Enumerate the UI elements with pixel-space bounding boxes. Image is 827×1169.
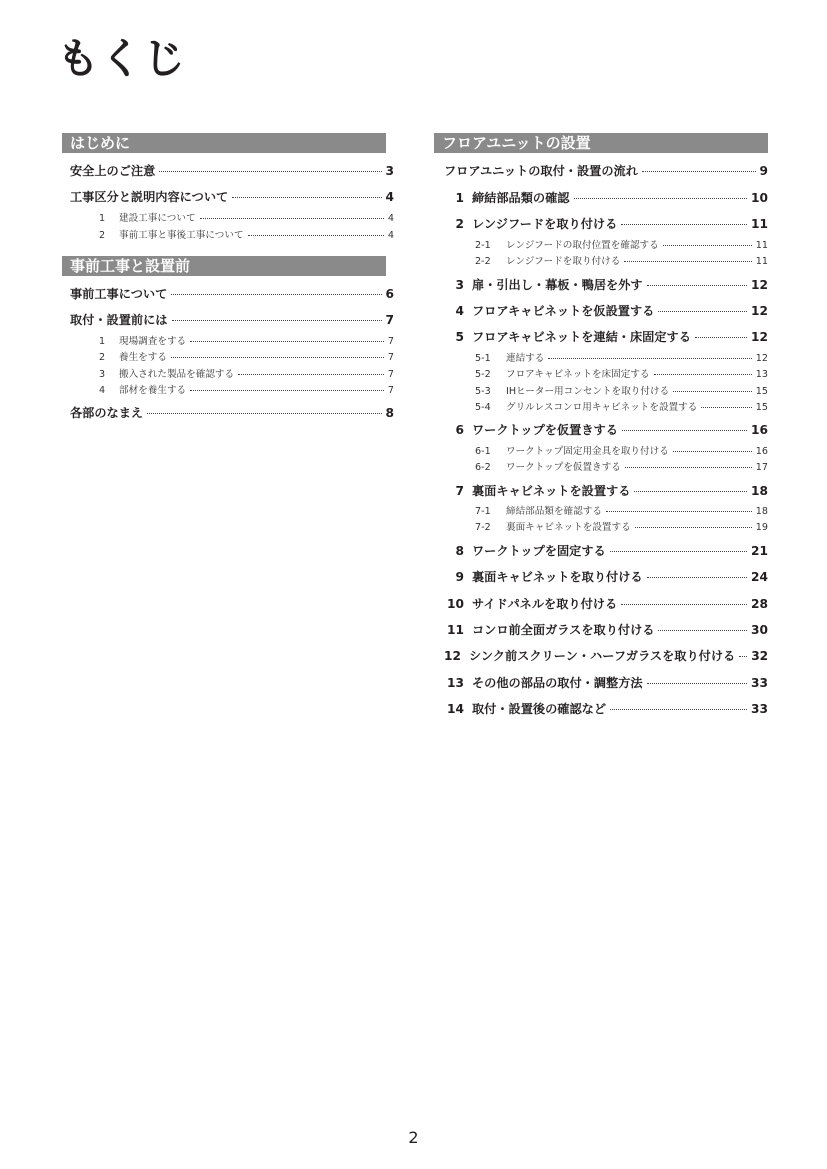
toc-entry-number: 6 <box>455 423 464 437</box>
toc-entry-label: 工事区分と説明内容について <box>70 190 229 204</box>
toc-subentry-number: 2 <box>99 352 106 363</box>
dot-leader <box>673 391 752 392</box>
toc-entry-label: 各部のなまえ <box>70 406 144 420</box>
dot-leader <box>695 337 747 338</box>
toc-subentry-number: 1 <box>99 213 106 224</box>
toc-subentry-label: 建設工事について <box>119 213 196 224</box>
toc-entry[interactable] <box>444 568 768 585</box>
toc-subentry[interactable] <box>475 503 768 517</box>
toc-subentry-label: ワークトップ固定用金具を取り付ける <box>506 446 669 457</box>
dot-leader <box>654 374 752 375</box>
toc-subentry-label: 搬入された製品を確認する <box>119 369 235 380</box>
toc-entry-label: 安全上のご注意 <box>70 164 156 178</box>
toc-subentry-number: 7-1 <box>475 506 491 517</box>
dot-leader <box>190 390 384 391</box>
toc-entry[interactable] <box>70 162 394 179</box>
dot-leader <box>190 341 384 342</box>
toc-entry-page: 4 <box>385 190 394 204</box>
toc-subentry-page: 11 <box>755 240 768 251</box>
toc-entry-label: 取付・設置前には <box>70 313 168 327</box>
toc-subentry-page: 18 <box>755 506 768 517</box>
toc-subentry[interactable] <box>475 350 768 364</box>
toc-subentry-label: フロアキャビネットを床固定する <box>506 369 650 380</box>
toc-subentry-page: 4 <box>387 213 394 224</box>
toc-subentry[interactable] <box>475 459 768 473</box>
toc-subentry-page: 15 <box>755 402 768 413</box>
dot-leader <box>610 551 747 552</box>
toc-subentry-label: 養生をする <box>119 352 167 363</box>
toc-entry-number: 8 <box>455 544 464 558</box>
dot-leader <box>147 413 381 414</box>
toc-entry-number: 13 <box>447 676 464 690</box>
toc-subentry[interactable] <box>475 399 768 413</box>
toc-subentry-number: 7-2 <box>475 522 491 533</box>
toc-entry[interactable] <box>444 647 768 664</box>
dot-leader <box>159 171 381 172</box>
toc-entry-page: 12 <box>751 330 768 344</box>
toc-entry-number: 14 <box>447 702 464 716</box>
toc-entry-page: 30 <box>751 623 768 637</box>
toc-subentry-label: グリルレスコンロ用キャビネットを設置する <box>506 402 698 413</box>
dot-leader <box>622 430 747 431</box>
toc-entry-page: 7 <box>385 313 394 327</box>
toc-subentry-number: 2-1 <box>475 240 491 251</box>
toc-entry[interactable] <box>444 700 768 717</box>
toc-subentry-label: レンジフードの取付位置を確認する <box>506 240 659 251</box>
dot-leader <box>673 451 752 452</box>
toc-entry-page: 12 <box>751 278 768 292</box>
toc-entry-page: 28 <box>751 597 768 611</box>
dot-leader <box>647 683 747 684</box>
dot-leader <box>610 709 747 710</box>
toc-entry-label: 裏面キャビネットを取り付ける <box>472 570 643 584</box>
dot-leader <box>624 261 751 262</box>
toc-subentry[interactable] <box>99 366 394 380</box>
toc-entry[interactable] <box>444 276 768 293</box>
toc-subentry-page: 16 <box>755 446 768 457</box>
toc-entry-page: 24 <box>751 570 768 584</box>
toc-entry[interactable] <box>70 188 394 205</box>
page-title: もくじ <box>57 34 187 83</box>
toc-subentry-page: 15 <box>755 386 768 397</box>
toc-subentry[interactable] <box>475 443 768 457</box>
dot-leader <box>701 407 751 408</box>
toc-entry[interactable] <box>444 162 768 179</box>
section-heading: フロアユニットの設置 <box>434 133 768 153</box>
toc-entry-label: シンク前スクリーン・ハーフガラスを取り付ける <box>468 649 736 663</box>
toc-subentry[interactable] <box>475 383 768 397</box>
toc-subentry-page: 4 <box>387 230 394 241</box>
dot-leader <box>635 527 752 528</box>
toc-entry-page: 12 <box>751 304 768 318</box>
toc-entry-label: 裏面キャビネットを設置する <box>472 484 631 498</box>
toc-subentry[interactable] <box>99 349 394 363</box>
toc-subentry-number: 6-2 <box>475 462 491 473</box>
toc-subentry[interactable] <box>99 333 394 347</box>
toc-entry-label: 取付・設置後の確認など <box>472 702 607 716</box>
toc-entry-label: 締結部品類の確認 <box>472 191 570 205</box>
toc-subentry-number: 4 <box>99 385 106 396</box>
toc-entry[interactable] <box>70 285 394 302</box>
section-heading: 事前工事と設置前 <box>62 256 386 276</box>
toc-entry-page: 10 <box>751 191 768 205</box>
dot-leader <box>574 198 748 199</box>
toc-entry-label: コンロ前全面ガラスを取り付ける <box>472 623 655 637</box>
toc-entry-number: 1 <box>455 191 464 205</box>
toc-subentry-page: 17 <box>755 462 768 473</box>
toc-subentry-number: 5-1 <box>475 353 491 364</box>
toc-entry-number: 9 <box>455 570 464 584</box>
toc-subentry-number: 3 <box>99 369 106 380</box>
toc-entry-number: 11 <box>447 623 464 637</box>
toc-subentry-label: IHヒーター用コンセントを取り付ける <box>506 386 670 397</box>
toc-subentry-number: 1 <box>99 336 106 347</box>
dot-leader <box>658 630 747 631</box>
toc-entry-page: 18 <box>751 484 768 498</box>
toc-entry-number: 12 <box>444 649 461 663</box>
toc-entry-number: 7 <box>455 484 464 498</box>
toc-subentry[interactable] <box>475 366 768 380</box>
toc-entry[interactable] <box>444 482 768 499</box>
dot-leader <box>625 467 752 468</box>
toc-entry-page: 33 <box>751 676 768 690</box>
toc-subentry-page: 19 <box>755 522 768 533</box>
dot-leader <box>663 245 752 246</box>
toc-entry-label: サイドパネルを取り付ける <box>472 597 618 611</box>
toc-subentry-label: 部材を養生する <box>119 385 187 396</box>
toc-subentry-number: 6-1 <box>475 446 491 457</box>
toc-subentry-page: 7 <box>387 352 394 363</box>
dot-leader <box>642 171 756 172</box>
dot-leader <box>739 656 747 657</box>
section-heading: はじめに <box>62 133 386 153</box>
dot-leader <box>606 511 752 512</box>
toc-entry-page: 32 <box>751 649 769 663</box>
toc-entry[interactable] <box>70 404 394 421</box>
dot-leader <box>634 491 747 492</box>
toc-subentry-page: 7 <box>387 336 394 347</box>
toc-subentry[interactable] <box>99 227 394 241</box>
toc-entry-page: 33 <box>751 702 768 716</box>
page-number: 2 <box>408 1128 419 1147</box>
toc-subentry-label: ワークトップを仮置きする <box>506 462 621 473</box>
toc-entry-label: フロアユニットの取付・設置の流れ <box>444 164 638 178</box>
toc-subentry-number: 2-2 <box>475 256 491 267</box>
toc-entry-label: ワークトップを仮置きする <box>472 423 618 437</box>
toc-subentry-label: レンジフードを取り付ける <box>506 256 621 267</box>
toc-entry-page: 16 <box>751 423 768 437</box>
toc-subentry-label: 連結する <box>506 353 545 364</box>
toc-entry[interactable] <box>444 189 768 206</box>
toc-entry-page: 9 <box>759 164 768 178</box>
toc-entry[interactable] <box>444 421 768 438</box>
toc-subentry-label: 締結部品類を確認する <box>506 506 602 517</box>
dot-leader <box>238 374 384 375</box>
toc-subentry-page: 7 <box>387 369 394 380</box>
toc-entry[interactable] <box>444 328 768 345</box>
dot-leader <box>658 311 747 312</box>
toc-entry-page: 6 <box>385 287 394 301</box>
dot-leader <box>232 197 381 198</box>
toc-subentry[interactable] <box>99 382 394 396</box>
toc-entry-number: 4 <box>455 304 464 318</box>
toc-entry-label: レンジフードを取り付ける <box>472 217 618 231</box>
toc-entry-page: 8 <box>385 406 394 420</box>
dot-leader <box>548 358 751 359</box>
toc-subentry-page: 11 <box>755 256 768 267</box>
toc-entry-label: フロアキャビネットを連結・床固定する <box>472 330 691 344</box>
toc-entry-number: 5 <box>455 330 464 344</box>
toc-entry-number: 2 <box>455 217 464 231</box>
dot-leader <box>172 320 382 321</box>
toc-subentry[interactable] <box>99 210 394 224</box>
toc-subentry-number: 5-2 <box>475 369 491 380</box>
toc-entry[interactable] <box>70 311 394 328</box>
toc-entry[interactable] <box>444 542 768 559</box>
toc-subentry-label: 事前工事と事後工事について <box>119 230 244 241</box>
toc-subentry-label: 裏面キャビネットを設置する <box>506 522 631 533</box>
dot-leader <box>171 294 381 295</box>
toc-entry[interactable] <box>444 621 768 638</box>
toc-subentry-page: 7 <box>387 385 394 396</box>
toc-entry-page: 11 <box>751 217 768 231</box>
toc-entry-label: 事前工事について <box>70 287 168 301</box>
toc-subentry-number: 2 <box>99 230 106 241</box>
toc-subentry-number: 5-4 <box>475 402 491 413</box>
toc-entry-number: 10 <box>447 597 464 611</box>
toc-subentry[interactable] <box>475 237 768 251</box>
toc-entry[interactable] <box>444 595 768 612</box>
toc-entry-label: 扉・引出し・幕板・鴨居を外す <box>472 278 643 292</box>
dot-leader <box>621 224 747 225</box>
dot-leader <box>647 577 747 578</box>
toc-entry-label: ワークトップを固定する <box>472 544 606 558</box>
toc-entry[interactable] <box>444 215 768 232</box>
dot-leader <box>248 235 384 236</box>
toc-entry[interactable] <box>444 674 768 691</box>
toc-subentry-number: 5-3 <box>475 386 491 397</box>
dot-leader <box>171 357 384 358</box>
toc-subentry[interactable] <box>475 253 768 267</box>
toc-entry-label: フロアキャビネットを仮設置する <box>472 304 655 318</box>
toc-subentry-page: 13 <box>755 369 768 380</box>
toc-subentry-label: 現場調査をする <box>119 336 187 347</box>
toc-subentry[interactable] <box>475 519 768 533</box>
toc-entry[interactable] <box>444 302 768 319</box>
dot-leader <box>647 285 747 286</box>
toc-subentry-page: 12 <box>755 353 768 364</box>
dot-leader <box>621 604 747 605</box>
toc-entry-page: 21 <box>751 544 768 558</box>
dot-leader <box>200 218 384 219</box>
toc-entry-label: その他の部品の取付・調整方法 <box>472 676 643 690</box>
toc-entry-number: 3 <box>455 278 464 292</box>
toc-entry-page: 3 <box>385 164 394 178</box>
